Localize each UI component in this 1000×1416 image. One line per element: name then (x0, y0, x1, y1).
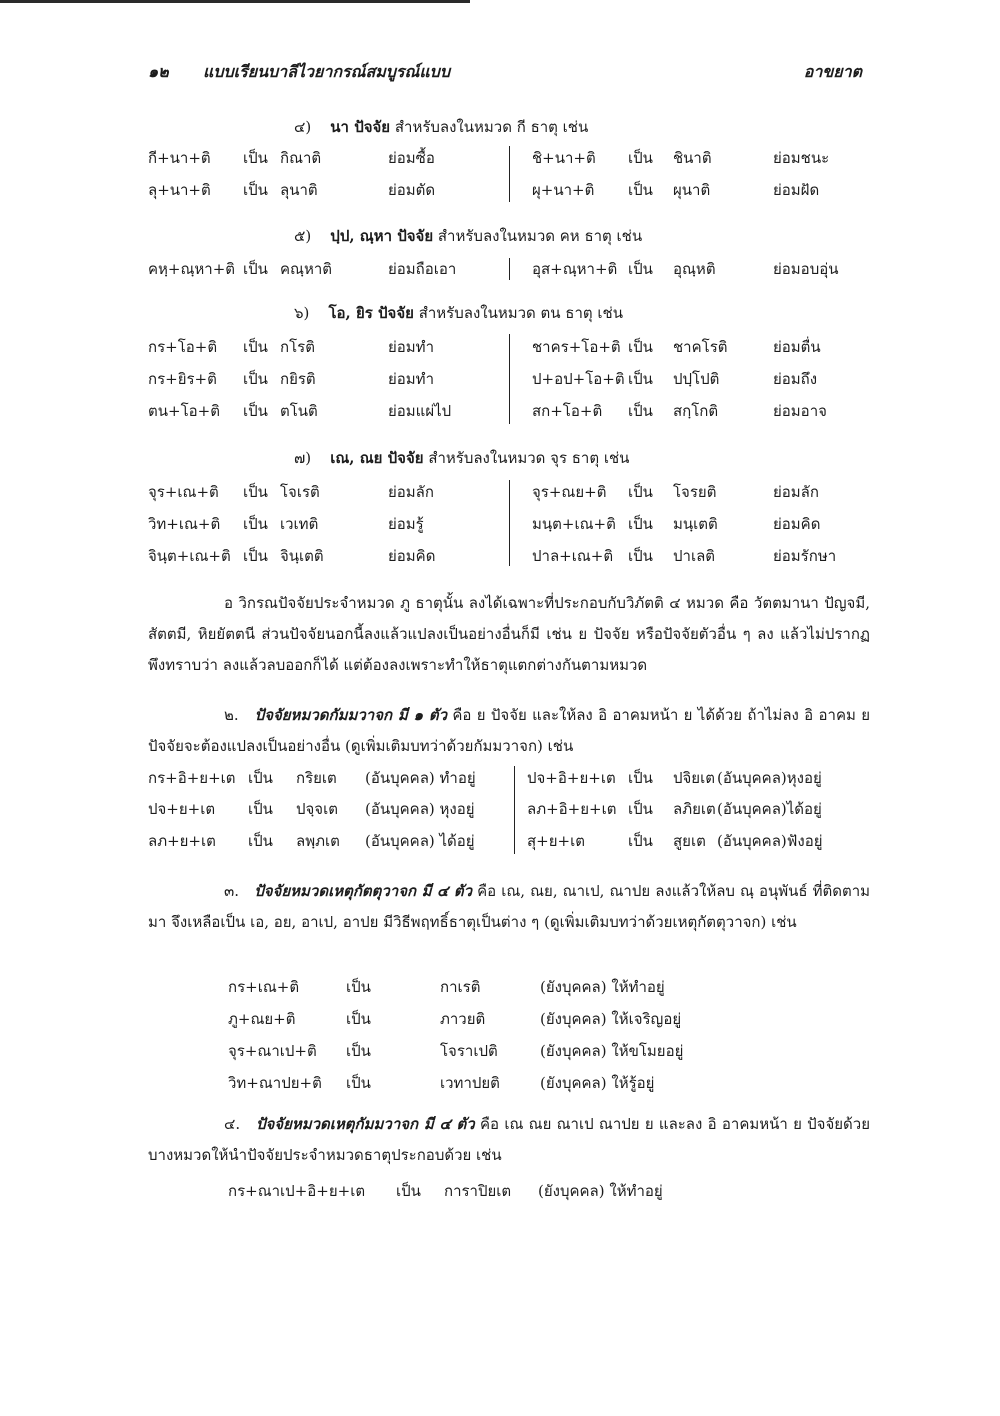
right-meaning: ย่อมอาจ (773, 402, 827, 420)
right-result-word: ผุนาติ (673, 181, 711, 199)
left-meaning: ย่อมลัก (388, 483, 434, 501)
left-meaning: (อันบุคคล) ทำอยู่ (365, 769, 476, 787)
left-meaning: ย่อมซื้อ (388, 149, 435, 167)
left-result-word: ปจฺจเต (296, 800, 338, 818)
left-result-word: จินฺเตติ (280, 547, 324, 565)
left-meaning: (อันบุคคล) หุงอยู่ (365, 800, 475, 818)
result-word: กาเรติ (440, 978, 481, 996)
group-number: ๗) (294, 449, 312, 467)
column-divider (509, 258, 510, 280)
section-4-text: คือ เณ ณย ณาเป ณาปย ย และลง อิ อาคมหน้า ย ปัจจัยด้วย บางหมวดให้นำปัจจัยประจำหมวดธาตุประกอบด้วย เช่น (148, 1115, 870, 1164)
right-derivation: อุส+ณฺหา+ติ (532, 260, 618, 278)
right-meaning: ย่อมรักษา (773, 547, 837, 565)
becomes-word: เป็น (346, 1074, 371, 1092)
right-derivation: สก+โอ+ติ (532, 402, 603, 420)
left-meaning: ย่อมทำ (388, 370, 434, 388)
left-derivation: วิท+เณ+ติ (148, 515, 221, 533)
left-derivation: ปจ+ย+เต (148, 800, 216, 818)
group-number: ๔) (294, 118, 312, 136)
column-divider (509, 480, 510, 566)
right-becomes-word: เป็น (628, 181, 653, 199)
left-becomes-word: เป็น (243, 260, 268, 278)
section-2-number: ๒. (224, 706, 239, 724)
right-derivation: ป+อป+โอ+ติ (532, 370, 625, 388)
right-result-word: ลภิยเต (673, 800, 716, 818)
left-result-word: คณฺหาติ (280, 260, 333, 278)
left-derivation: ตน+โอ+ติ (148, 402, 220, 420)
note-text: อ วิกรณปัจจัยประจำหมวด ภู ธาตุนั้น ลงได้เฉพาะที่ประกอบกับวิภัตติ ๔ หมวด คือ วัตตมานา ปัญจมี, สัตตมี, หิยยัตตนี ส่วนปัจจัยนอกนี้ลงแล้วแปลงเป็นอย่างอื่นก็มี เช่น ย ปัจจัย หรือปัจจัยตัวอื่น ๆ ลง แล้วไม่ปรากฏ พึงทราบว่า ลงแล้วลบออกก็ได้ แต่ต้องลงเพราะทำให้ธาตุแตกต่างกันตามหมวด (148, 594, 870, 674)
becomes-word: เป็น (396, 1182, 421, 1200)
right-becomes-word: เป็น (628, 832, 653, 850)
left-result-word: เวเทติ (280, 515, 319, 533)
right-becomes-word: เป็น (628, 483, 653, 501)
right-derivation: สุ+ย+เต (527, 832, 585, 850)
right-result-word: ปาเลติ (673, 547, 716, 565)
left-derivation: จินฺต+เณ+ติ (148, 547, 231, 565)
section-2-heading: ปัจจัยหมวดกัมมวาจก มี ๑ ตัว (254, 706, 448, 724)
becomes-word: เป็น (346, 978, 371, 996)
right-derivation: ชาคร+โอ+ติ (532, 338, 621, 356)
left-becomes-word: เป็น (243, 483, 268, 501)
left-meaning: ย่อมตัด (388, 181, 436, 199)
suffix-name: นา ปัจจัย (330, 118, 391, 136)
left-result-word: กยิรติ (280, 370, 316, 388)
left-becomes-word: เป็น (243, 181, 268, 199)
right-meaning: ย่อมถึง (773, 370, 818, 388)
derivation: กร+เณ+ติ (228, 978, 300, 996)
left-becomes-word: เป็น (248, 800, 273, 818)
group-description: สำหรับลงในหมวด กี ธาตุ เช่น (394, 118, 589, 136)
derivation: กร+ณาเป+อิ+ย+เต (228, 1182, 366, 1200)
left-meaning: ย่อมรู้ (388, 515, 424, 533)
group-number: ๕) (294, 227, 312, 245)
right-derivation: มนฺต+เณ+ติ (532, 515, 616, 533)
left-becomes-word: เป็น (243, 547, 268, 565)
becomes-word: เป็น (346, 1010, 371, 1028)
section-4-heading: ปัจจัยหมวดเหตุกัมมวาจก มี ๔ ตัว (255, 1115, 475, 1133)
left-becomes-word: เป็น (243, 402, 268, 420)
result-word: ภาวยติ (440, 1010, 486, 1028)
right-meaning: ย่อมตื่น (773, 338, 821, 356)
left-derivation: กร+โอ+ติ (148, 338, 218, 356)
derivation: จุร+ณาเป+ติ (228, 1042, 317, 1060)
right-becomes-word: เป็น (628, 260, 653, 278)
left-meaning: ย่อมคิด (388, 547, 436, 565)
derivation: ภู+ณย+ติ (228, 1010, 296, 1028)
right-result-word: ปจิยเต (673, 769, 715, 787)
right-derivation: ปาล+เณ+ติ (532, 547, 614, 565)
right-result-word: สูยเต (673, 832, 706, 850)
result-word: การาปิยเต (444, 1182, 512, 1200)
right-meaning: (อันบุคคล)ฟังอยู่ (717, 832, 823, 850)
left-meaning: ย่อมแผ่ไป (388, 402, 452, 420)
left-result-word: กริยเต (296, 769, 337, 787)
left-result-word: ลุนาติ (280, 181, 318, 199)
group-heading (294, 451, 629, 466)
right-result-word: มนฺเตติ (673, 515, 718, 533)
right-result-word: โจรยติ (673, 483, 717, 501)
right-becomes-word: เป็น (628, 547, 653, 565)
meaning: (ยังบุคคล) ให้เจริญอยู่ (540, 1010, 682, 1028)
right-result-word: ชาคโรติ (673, 338, 728, 356)
right-meaning: ย่อมชนะ (773, 149, 830, 167)
section-2-intro (148, 700, 870, 762)
result-word: โจราเปติ (440, 1042, 498, 1060)
left-becomes-word: เป็น (243, 149, 268, 167)
derivation: วิท+ณาปย+ติ (228, 1074, 322, 1092)
right-meaning: ย่อมฝัด (773, 181, 820, 199)
left-becomes-word: เป็น (248, 769, 273, 787)
right-becomes-word: เป็น (628, 338, 653, 356)
left-becomes-word: เป็น (248, 832, 273, 850)
right-meaning: ย่อมคิด (773, 515, 821, 533)
chapter-title: อาขยาต (803, 62, 862, 81)
right-meaning: ย่อมลัก (773, 483, 819, 501)
right-result-word: ปปฺโปติ (673, 370, 720, 388)
left-derivation: กี+นา+ติ (148, 149, 211, 167)
page-number: ๑๒ (148, 62, 169, 81)
left-becomes-word: เป็น (243, 370, 268, 388)
group-description: สำหรับลงในหมวด คห ธาตุ เช่น (437, 227, 643, 245)
right-meaning: (อันบุคคล)หุงอยู่ (717, 769, 822, 787)
left-meaning: ย่อมถือเอา (388, 260, 457, 278)
result-word: เวทาปยติ (440, 1074, 500, 1092)
left-result-word: กโรติ (280, 338, 315, 356)
group-heading (294, 229, 642, 244)
right-becomes-word: เป็น (628, 800, 653, 818)
left-derivation: คหฺ+ณฺหา+ติ (148, 260, 236, 278)
group-heading (294, 120, 588, 135)
right-becomes-word: เป็น (628, 149, 653, 167)
suffix-name: ปฺป, ณฺหา ปัจจัย (330, 227, 434, 245)
left-result-word: ตโนติ (280, 402, 318, 420)
left-meaning: ย่อมทำ (388, 338, 434, 356)
left-meaning: (อันบุคคล) ได้อยู่ (365, 832, 475, 850)
right-derivation: ผุ+นา+ติ (532, 181, 595, 199)
right-becomes-word: เป็น (628, 370, 653, 388)
meaning: (ยังบุคคล) ให้ขโมยอยู่ (540, 1042, 684, 1060)
right-derivation: ชิ+นา+ติ (532, 149, 596, 167)
meaning: (ยังบุคคล) ให้รู้อยู่ (540, 1074, 655, 1092)
right-result-word: อุณฺหติ (673, 260, 716, 278)
group-description: สำหรับลงในหมวด จุร ธาตุ เช่น (428, 449, 630, 467)
column-divider (514, 766, 515, 854)
right-result-word: สกฺโกติ (673, 402, 719, 420)
book-title: แบบเรียนบาลีไวยากรณ์สมบูรณ์แบบ (203, 62, 450, 81)
left-result-word: ลพฺภเต (296, 832, 340, 850)
section-4-number: ๔. (224, 1115, 241, 1133)
right-derivation: ปจ+อิ+ย+เต (527, 769, 616, 787)
group-heading (294, 306, 623, 321)
right-derivation: จุร+ณย+ติ (532, 483, 607, 501)
section-4-intro (148, 1109, 870, 1171)
right-result-word: ชินาติ (673, 149, 712, 167)
left-becomes-word: เป็น (243, 338, 268, 356)
suffix-name: โอ, ยิร ปัจจัย (328, 304, 414, 322)
section-2-text: คือ ย ปัจจัย และให้ลง อิ อาคมหน้า ย ได้ด้วย ถ้าไม่ลง อิ อาคม ย ปัจจัยจะต้องแปลงเป็นอย่างอื่น (ดูเพิ่มเติมบทว่าด้วยกัมมวาจก) เช่น (148, 706, 870, 755)
meaning: (ยังบุคคล) ให้ทำอยู่ (538, 1182, 663, 1200)
left-derivation: จุร+เณ+ติ (148, 483, 219, 501)
left-becomes-word: เป็น (243, 515, 268, 533)
meaning: (ยังบุคคล) ให้ทำอยู่ (540, 978, 665, 996)
right-derivation: ลภ+อิ+ย+เต (527, 800, 617, 818)
section-3-text: คือ เณ, ณย, ณาเป, ณาปย ลงแล้วให้ลบ ณฺ อนุพันธ์ ที่ติดตามมา จึงเหลือเป็น เอ, อย, อาเป, อาปย มีวิธีพฤทธิ์ธาตุเป็นต่าง ๆ (ดูเพิ่มเติมบทว่าด้วยเหตุกัตตุวาจก) เช่น (148, 882, 871, 931)
left-derivation: กร+อิ+ย+เต (148, 769, 236, 787)
note-paragraph (148, 588, 870, 681)
section-3-number: ๓. (224, 882, 240, 900)
becomes-word: เป็น (346, 1042, 371, 1060)
left-result-word: กิณาติ (280, 149, 322, 167)
column-divider (509, 146, 510, 202)
left-derivation: กร+ยิร+ติ (148, 370, 217, 388)
right-meaning: (อันบุคคล)ได้อยู่ (717, 800, 822, 818)
column-divider (509, 334, 510, 424)
suffix-name: เณ, ณย ปัจจัย (330, 449, 424, 467)
left-derivation: ลภ+ย+เต (148, 832, 216, 850)
left-result-word: โจเรติ (280, 483, 320, 501)
scan-top-line (0, 0, 470, 3)
section-3-intro (148, 876, 870, 938)
right-becomes-word: เป็น (628, 402, 653, 420)
group-number: ๖) (294, 304, 310, 322)
right-meaning: ย่อมอบอุ่น (773, 260, 839, 278)
right-becomes-word: เป็น (628, 515, 653, 533)
group-description: สำหรับลงในหมวด ตน ธาตุ เช่น (418, 304, 623, 322)
left-derivation: ลุ+นา+ติ (148, 181, 211, 199)
section-3-heading: ปัจจัยหมวดเหตุกัตตุวาจก มี ๔ ตัว (254, 882, 473, 900)
right-becomes-word: เป็น (628, 769, 653, 787)
